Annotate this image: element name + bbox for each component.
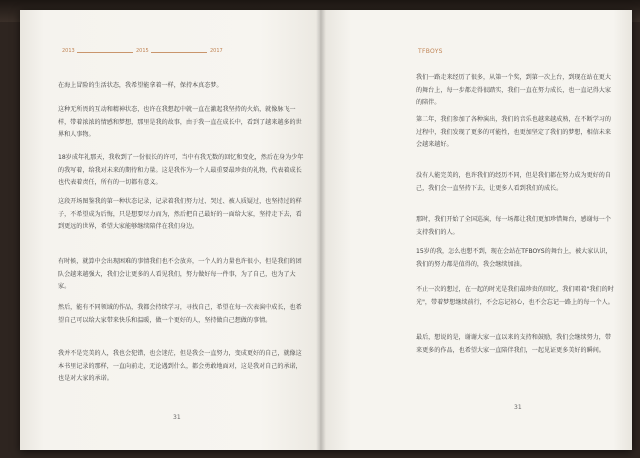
left-page-number: 31: [173, 414, 181, 421]
left-paragraph-1: 在海上冒险的生活状态，我希望能拿着一样，保持本真态梦。: [58, 82, 223, 89]
left-paragraph-6: 然后，能有不同领域的作品，我都会持续学习，寻找自己，希望在每一次表演中成长，也希望自己可以给大家带来快乐和温暖，做一个更好的人，坚持做自己想做的事情。: [58, 304, 302, 324]
book-gutter: [316, 10, 326, 450]
right-paragraph-6: 不止一次的想过，在一起的时光是我们最珍贵的回忆，我们唱着"我们的时光"，带着梦想继续前行，不会忘记初心，也不会忘记一路上的每一个人。: [416, 286, 614, 306]
right-paragraph-4: 那时，我们开始了全国巡演，每一场都让我们更加珍惜舞台，感谢每一个支持我们的人。: [416, 216, 611, 236]
timeline-year-1: 2013: [62, 48, 75, 54]
timeline-header: [62, 48, 232, 62]
left-paragraph-7: 我并不是完美的人，我也会犯错，也会迷茫，但是我会一直努力，变成更好的自己，就像这本书里记录的那样，一直向前走，无论遇到什么，都会勇敢地面对，这是我对自己的承诺，也是对大家的承诺。: [58, 350, 302, 383]
left-paragraph-2: 这种无所畏的互动和精神状态，也许在我想起中就一直在激起我坚持的火焰，就像脉飞一样，带着浓浓的情感和梦想，那里是我的故事，由于我一直在成长中，看到了越来越多的世界和人事物。: [58, 106, 302, 139]
left-paragraph-5: 有时候，就算中会出现困难的事情我们也不会放弃，一个人的力量也许很小，但是我们的团队会越来越强大，我们会让更多的人看见我们，努力做好每一件事，为了自己，也为了大家。: [58, 258, 302, 291]
timeline-line-1: [77, 52, 133, 53]
timeline-year-3: 2017: [210, 48, 223, 54]
right-paragraph-1: 我们一路走来经历了很多，从第一个奖，到第一次上台，到现在站在更大的舞台上，每一步都走得很踏实，我们一直在努力成长，也一直记得大家的陪伴。: [416, 74, 611, 107]
right-paragraph-2: 第二年，我们参加了各种演出，我们的音乐也越来越成熟，在不断学习的过程中，我们发现了更多的可能性，也更加坚定了我们的梦想，相信未来会越来越好。: [416, 116, 611, 149]
right-page-number: 31: [514, 404, 522, 411]
left-paragraph-3: 18岁成年礼那天，我收到了一份很长的许可，当中有我无数的回忆和变化，然后在身为少年的我写着，给我对未来的期待和力量。这是我作为一个人最重要最珍贵的礼物，代表着成长也代表着责任，所有的一切都有意义。: [58, 154, 304, 187]
timeline-year-2: 2015: [136, 48, 149, 54]
timeline-line-2: [151, 52, 207, 53]
right-page: [320, 10, 632, 450]
running-header: TFBOYS: [418, 48, 443, 55]
right-paragraph-5: 15岁的我，怎么也想不到，现在会站在TFBOYS的舞台上，被大家认识，我们的努力都是值得的，我会继续加油。: [416, 248, 612, 268]
right-paragraph-7: 最后，想说的是，谢谢大家一直以来的支持和鼓励，我们会继续努力，带来更多的作品，也希望大家一直陪伴我们，一起见证更多美好的瞬间。: [416, 334, 611, 354]
left-paragraph-4: 这段开场图鉴我的第一种状态记录，记录着我们努力过、哭过、被人质疑过，也坚持过的样子，不希望成为后悔，只是想要尽力而为，然后把自己最好的一面给大家，坚持走下去，看到更远的世界，希望大家能够继续陪伴在我们身边。: [58, 198, 302, 231]
left-page: [20, 10, 320, 450]
open-book-spread: [20, 10, 632, 450]
right-paragraph-3: 没有人能完美的，也许我们的经历不同，但是我们都在努力成为更好的自己，我们会一直坚持下去，让更多人看到我们的成长。: [416, 172, 611, 192]
